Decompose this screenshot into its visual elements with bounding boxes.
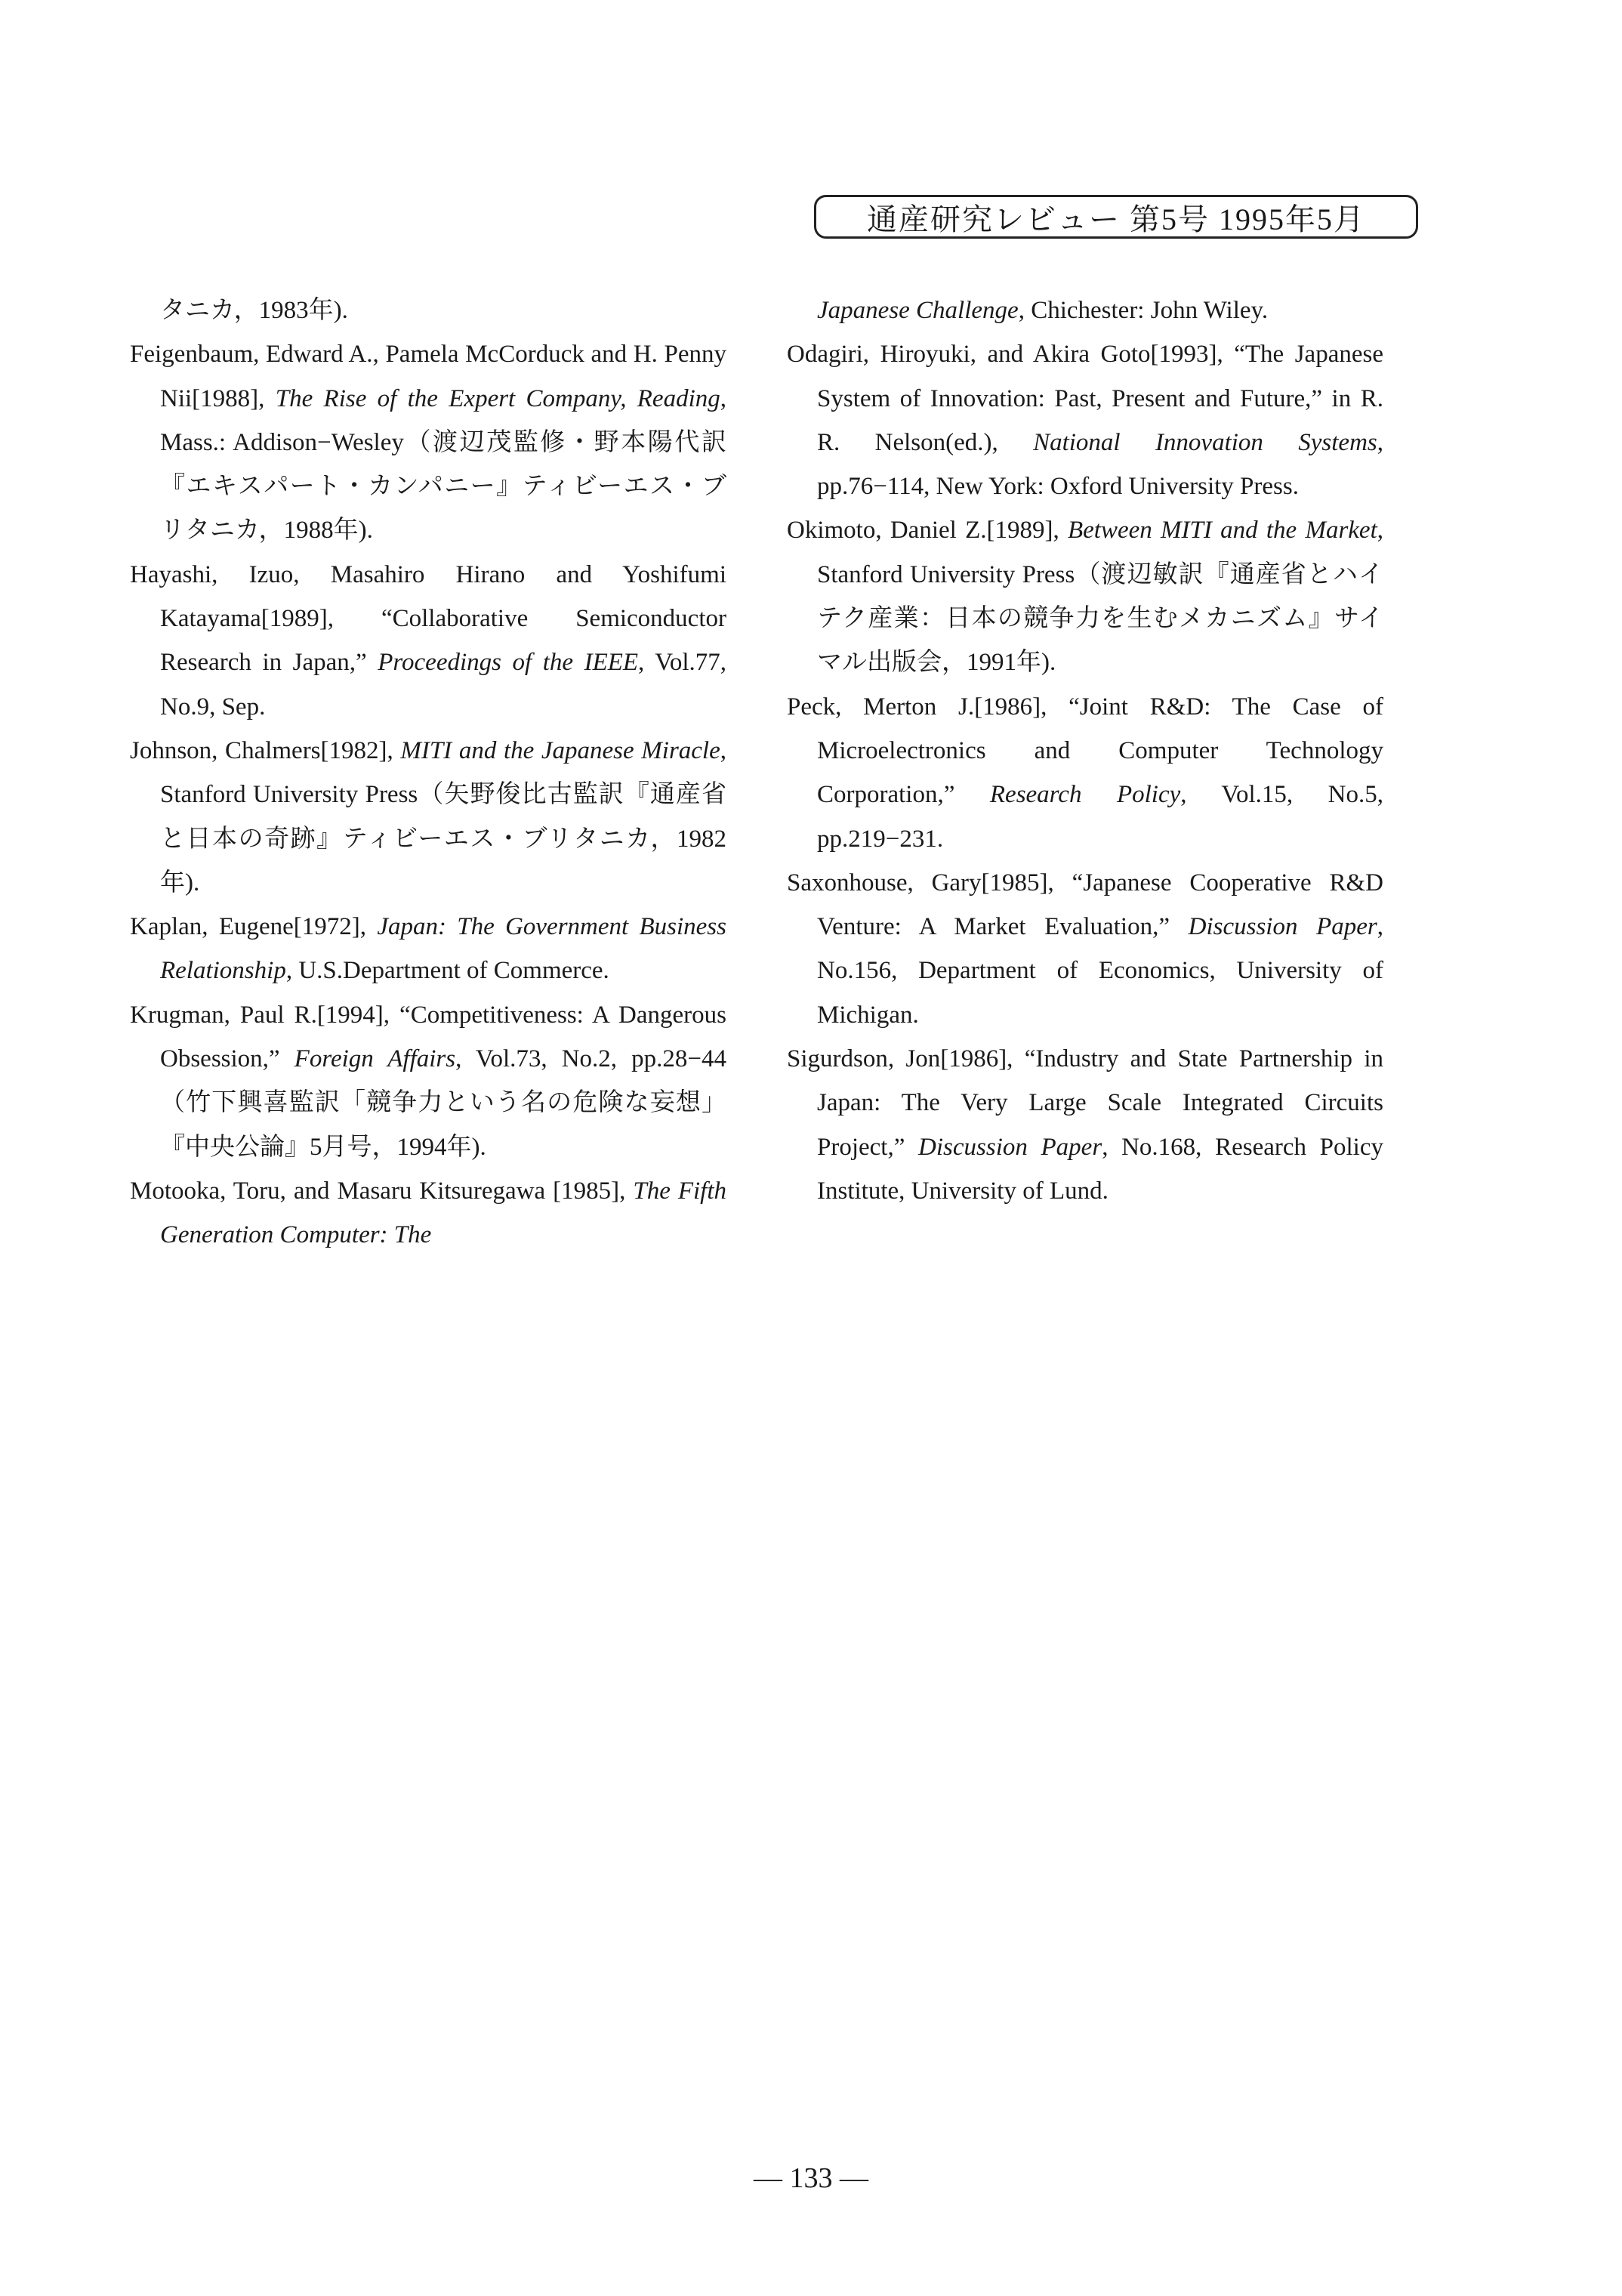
reference-entry-okimoto [787, 508, 1383, 684]
references-right-column [787, 289, 1383, 1213]
reference-text: , Vol.15, No.5, pp.219−231. [817, 781, 1383, 853]
reference-text: , U.S.Department of Commerce. [285, 957, 609, 985]
journal-header-text: 通産研究レビュー 第5号 1995年5月 [867, 202, 1365, 236]
reference-entry-cont-prev [130, 289, 726, 332]
reference-entry-kaplan [130, 905, 726, 993]
reference-text: , Stanford University Press（矢野俊比古監訳『通産省と日本の奇跡』ティビーエス・ブリタニカ，1982年). [160, 736, 727, 896]
reference-title: Japanese Challenge [817, 297, 1019, 324]
reference-entry-motooka [130, 1169, 726, 1258]
reference-title: The Rise of the Expert Company, Reading [275, 384, 720, 412]
references-left-column [130, 289, 726, 1258]
reference-title: MITI and the Japanese Miracle [400, 736, 720, 764]
reference-text: Motooka, Toru, and Masaru Kitsuregawa [1985], [130, 1177, 634, 1205]
reference-text: Johnson, Chalmers[1982], [130, 736, 401, 764]
reference-entry-johnson [130, 729, 726, 905]
reference-entry-saxonhouse [787, 861, 1383, 1037]
reference-entry-peck [787, 685, 1383, 861]
reference-title: Proceedings of the IEEE [378, 649, 639, 677]
reference-text: , pp.76−114, New York: Oxford University Press. [817, 428, 1383, 501]
reference-text: Hayashi, Izuo, Masahiro Hirano and Yoshifumi Katayama[1989], “Collaborative Semiconductor Research in Japan,” [130, 560, 726, 677]
reference-entry-odagiri [787, 332, 1383, 508]
reference-text: Krugman, Paul R.[1994], “Competitiveness: A Dangerous Obsession,” [130, 1001, 726, 1073]
reference-title: Japan: The Government Business Relationship [160, 913, 726, 985]
reference-text: , Chichester: John Wiley. [1018, 297, 1269, 324]
reference-text: , Stanford University Press（渡辺敏訳『通産省とハイテク産業：日本の競争力を生むメカニズム』サイマル出版会，1991年). [817, 517, 1383, 677]
reference-text: , Vol.73, No.2, pp.28−44（竹下興喜監訳「競争力という名の危険な妄想」『中央公論』5月号，1994年). [160, 1045, 727, 1161]
page-number: — 133 — [754, 2162, 868, 2194]
reference-title: Foreign Affairs [294, 1045, 456, 1073]
reference-entry-hayashi [130, 553, 726, 729]
reference-title: Discussion Paper [1188, 913, 1377, 941]
reference-entry-cont-motooka [787, 289, 1383, 332]
reference-text: Okimoto, Daniel Z.[1989], [787, 517, 1068, 545]
reference-entry-sigurdson [787, 1037, 1383, 1213]
reference-text: Kaplan, Eugene[1972], [130, 913, 378, 941]
reference-text: , No.156, Department of Economics, University of Michigan. [817, 913, 1383, 1029]
reference-title: The Fifth Generation Computer: The [160, 1177, 726, 1249]
reference-text: Peck, Merton J.[1986], “Joint R&D: The Case of Microelectronics and Computer Technology Corporation,” [787, 693, 1383, 809]
reference-text: Feigenbaum, Edward A., Pamela McCorduck and H. Penny Nii[1988], [130, 341, 726, 412]
reference-title: Between MITI and the Market [1067, 517, 1377, 545]
reference-text: Odagiri, Hiroyuki, and Akira Goto[1993], “The Japanese System of Innovation: Past, Present and Future,” in R. R. Nelson(ed.), [787, 341, 1383, 456]
reference-title: National Innovation Systems [1033, 428, 1377, 456]
reference-entry-krugman [130, 993, 726, 1169]
reference-text: Saxonhouse, Gary[1985], “Japanese Cooperative R&D Venture: A Market Evaluation,” [787, 869, 1383, 941]
reference-text: , Mass.: Addison−Wesley（渡辺茂監修・野本陽代訳『エキスパート・カンパニー』ティビーエス・ブリタニカ，1988年). [160, 384, 726, 545]
reference-text: , No.168, Research Policy Institute, University of Lund. [817, 1133, 1383, 1205]
reference-text: タニカ，1983年). [160, 297, 348, 324]
reference-title: Research Policy [989, 781, 1181, 809]
reference-text: Sigurdson, Jon[1986], “Industry and State Partnership in Japan: The Very Large Scale Integrated Circuits Project,” [787, 1045, 1383, 1161]
reference-entry-feigenbaum [130, 332, 726, 552]
reference-text: , Vol.77, No.9, Sep. [160, 649, 726, 721]
reference-title: Discussion Paper [918, 1133, 1102, 1161]
journal-header [814, 195, 1418, 239]
